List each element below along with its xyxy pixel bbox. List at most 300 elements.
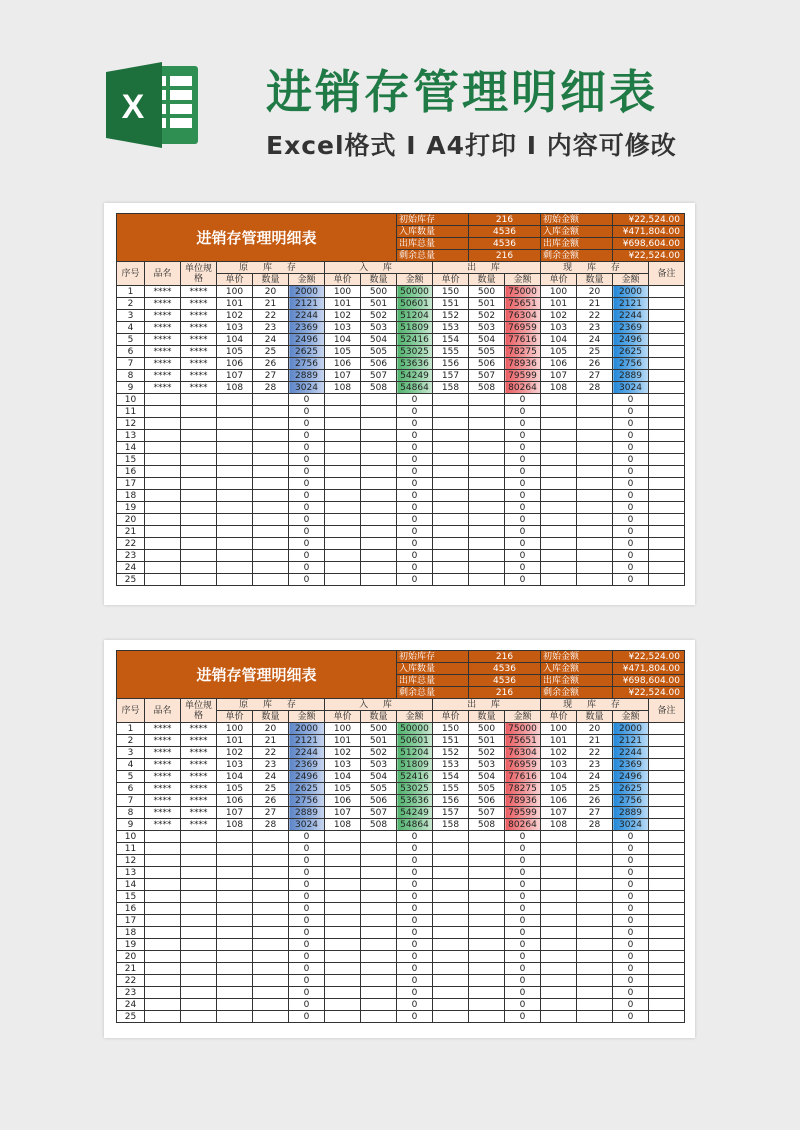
table-cell[interactable] (361, 502, 397, 514)
table-cell[interactable] (145, 454, 181, 466)
table-cell[interactable] (325, 406, 361, 418)
note-cell[interactable] (649, 538, 685, 550)
table-cell[interactable]: 505 (469, 346, 505, 358)
table-cell[interactable]: 102 (217, 310, 253, 322)
note-cell[interactable] (649, 747, 685, 759)
table-cell[interactable] (145, 951, 181, 963)
table-cell[interactable]: 7 (117, 358, 145, 370)
table-cell[interactable]: **** (145, 370, 181, 382)
table-cell[interactable]: 78275 (505, 783, 541, 795)
note-cell[interactable] (649, 831, 685, 843)
table-cell[interactable] (433, 502, 469, 514)
table-cell[interactable] (433, 831, 469, 843)
table-cell[interactable] (541, 903, 577, 915)
table-cell[interactable] (325, 514, 361, 526)
table-cell[interactable] (541, 915, 577, 927)
table-cell[interactable]: 507 (361, 370, 397, 382)
table-cell[interactable] (145, 975, 181, 987)
table-cell[interactable] (541, 454, 577, 466)
table-cell[interactable] (253, 502, 289, 514)
table-cell[interactable]: 8 (117, 807, 145, 819)
table-cell[interactable]: 501 (361, 298, 397, 310)
table-cell[interactable]: 23 (253, 322, 289, 334)
table-cell[interactable] (433, 406, 469, 418)
table-cell[interactable] (577, 490, 613, 502)
table-cell[interactable]: 22 (117, 975, 145, 987)
table-cell[interactable] (145, 867, 181, 879)
table-cell[interactable] (469, 1011, 505, 1023)
table-cell[interactable]: 506 (469, 795, 505, 807)
table-cell[interactable] (217, 454, 253, 466)
table-cell[interactable]: 0 (613, 939, 649, 951)
table-cell[interactable] (541, 951, 577, 963)
table-cell[interactable] (361, 442, 397, 454)
table-cell[interactable]: 102 (541, 747, 577, 759)
table-cell[interactable] (145, 394, 181, 406)
table-cell[interactable]: 16 (117, 466, 145, 478)
table-cell[interactable]: **** (181, 346, 217, 358)
table-cell[interactable]: 508 (469, 819, 505, 831)
table-cell[interactable] (181, 831, 217, 843)
table-cell[interactable]: 75651 (505, 298, 541, 310)
note-cell[interactable] (649, 867, 685, 879)
table-cell[interactable]: 0 (613, 975, 649, 987)
table-cell[interactable]: 1 (117, 723, 145, 735)
table-cell[interactable] (433, 514, 469, 526)
table-cell[interactable]: 104 (541, 771, 577, 783)
table-cell[interactable] (541, 562, 577, 574)
table-cell[interactable] (217, 843, 253, 855)
table-cell[interactable] (181, 939, 217, 951)
table-cell[interactable]: 22 (577, 310, 613, 322)
table-cell[interactable]: 0 (505, 855, 541, 867)
table-cell[interactable] (577, 562, 613, 574)
table-cell[interactable]: 0 (397, 550, 433, 562)
table-cell[interactable] (253, 987, 289, 999)
table-cell[interactable]: 53025 (397, 346, 433, 358)
table-cell[interactable]: 100 (541, 723, 577, 735)
table-cell[interactable] (181, 418, 217, 430)
table-cell[interactable] (577, 939, 613, 951)
table-cell[interactable]: 2244 (613, 747, 649, 759)
table-cell[interactable]: 0 (397, 430, 433, 442)
table-cell[interactable]: **** (181, 286, 217, 298)
table-cell[interactable]: 0 (289, 855, 325, 867)
table-cell[interactable] (181, 538, 217, 550)
table-cell[interactable]: 151 (433, 298, 469, 310)
table-cell[interactable]: 0 (613, 526, 649, 538)
table-cell[interactable]: 153 (433, 759, 469, 771)
table-cell[interactable]: **** (181, 358, 217, 370)
table-cell[interactable] (469, 915, 505, 927)
table-cell[interactable] (577, 502, 613, 514)
table-cell[interactable] (325, 394, 361, 406)
table-cell[interactable]: **** (145, 759, 181, 771)
table-cell[interactable]: 3024 (613, 382, 649, 394)
note-cell[interactable] (649, 406, 685, 418)
table-cell[interactable] (253, 538, 289, 550)
table-cell[interactable]: 0 (613, 951, 649, 963)
table-cell[interactable] (541, 939, 577, 951)
table-cell[interactable]: 0 (613, 442, 649, 454)
table-cell[interactable]: 102 (325, 310, 361, 322)
note-cell[interactable] (649, 370, 685, 382)
table-cell[interactable] (469, 562, 505, 574)
note-cell[interactable] (649, 430, 685, 442)
table-cell[interactable] (433, 430, 469, 442)
note-cell[interactable] (649, 927, 685, 939)
table-cell[interactable]: **** (145, 807, 181, 819)
table-cell[interactable] (361, 538, 397, 550)
table-cell[interactable]: 0 (613, 478, 649, 490)
table-cell[interactable]: 154 (433, 334, 469, 346)
table-cell[interactable] (577, 478, 613, 490)
table-cell[interactable]: 0 (289, 538, 325, 550)
table-cell[interactable] (145, 963, 181, 975)
table-cell[interactable] (145, 490, 181, 502)
table-cell[interactable] (217, 550, 253, 562)
table-cell[interactable]: 54249 (397, 370, 433, 382)
table-cell[interactable] (361, 903, 397, 915)
table-cell[interactable] (577, 999, 613, 1011)
table-cell[interactable] (145, 574, 181, 586)
table-cell[interactable] (217, 999, 253, 1011)
table-cell[interactable] (325, 867, 361, 879)
table-cell[interactable] (469, 927, 505, 939)
table-cell[interactable]: 0 (505, 478, 541, 490)
table-cell[interactable] (253, 514, 289, 526)
table-cell[interactable]: 503 (361, 322, 397, 334)
note-cell[interactable] (649, 346, 685, 358)
table-cell[interactable]: 0 (613, 418, 649, 430)
table-cell[interactable]: **** (145, 783, 181, 795)
table-cell[interactable] (253, 999, 289, 1011)
table-cell[interactable] (433, 478, 469, 490)
table-cell[interactable]: 54249 (397, 807, 433, 819)
table-cell[interactable] (145, 442, 181, 454)
table-cell[interactable] (433, 574, 469, 586)
table-cell[interactable] (253, 394, 289, 406)
table-cell[interactable] (325, 831, 361, 843)
table-cell[interactable]: 15 (117, 454, 145, 466)
table-cell[interactable]: 76959 (505, 322, 541, 334)
table-cell[interactable]: 0 (397, 538, 433, 550)
table-cell[interactable] (577, 418, 613, 430)
table-cell[interactable]: 502 (469, 310, 505, 322)
table-cell[interactable] (433, 466, 469, 478)
table-cell[interactable]: 0 (397, 574, 433, 586)
table-cell[interactable] (181, 951, 217, 963)
table-cell[interactable]: 2369 (289, 759, 325, 771)
table-cell[interactable] (217, 975, 253, 987)
table-cell[interactable]: 7 (117, 795, 145, 807)
table-cell[interactable] (469, 514, 505, 526)
table-cell[interactable]: 75000 (505, 723, 541, 735)
table-cell[interactable] (361, 891, 397, 903)
table-cell[interactable]: 75651 (505, 735, 541, 747)
table-cell[interactable]: 107 (325, 807, 361, 819)
table-cell[interactable]: 27 (577, 370, 613, 382)
table-cell[interactable] (217, 478, 253, 490)
table-cell[interactable]: 24 (253, 334, 289, 346)
table-cell[interactable]: 25 (577, 783, 613, 795)
table-cell[interactable] (181, 975, 217, 987)
table-cell[interactable] (325, 891, 361, 903)
table-cell[interactable]: **** (181, 795, 217, 807)
table-cell[interactable]: 0 (397, 927, 433, 939)
table-cell[interactable] (541, 1011, 577, 1023)
table-cell[interactable]: 2121 (289, 298, 325, 310)
table-cell[interactable] (217, 939, 253, 951)
table-cell[interactable] (217, 514, 253, 526)
table-cell[interactable]: 0 (397, 843, 433, 855)
table-cell[interactable]: 104 (217, 334, 253, 346)
table-cell[interactable]: 0 (613, 514, 649, 526)
table-cell[interactable]: 11 (117, 843, 145, 855)
table-cell[interactable]: 106 (541, 795, 577, 807)
table-cell[interactable] (325, 418, 361, 430)
table-cell[interactable] (469, 574, 505, 586)
table-cell[interactable]: **** (181, 723, 217, 735)
note-cell[interactable] (649, 987, 685, 999)
table-cell[interactable]: 158 (433, 819, 469, 831)
table-cell[interactable] (217, 418, 253, 430)
table-cell[interactable] (469, 406, 505, 418)
table-cell[interactable] (325, 1011, 361, 1023)
table-cell[interactable]: 0 (505, 562, 541, 574)
table-cell[interactable] (361, 831, 397, 843)
table-cell[interactable]: 0 (613, 454, 649, 466)
table-cell[interactable] (433, 951, 469, 963)
table-cell[interactable] (145, 855, 181, 867)
table-cell[interactable] (145, 478, 181, 490)
table-cell[interactable] (181, 855, 217, 867)
table-cell[interactable]: 2244 (289, 310, 325, 322)
table-cell[interactable] (217, 987, 253, 999)
table-cell[interactable]: 22 (253, 310, 289, 322)
table-cell[interactable] (145, 891, 181, 903)
table-cell[interactable]: 0 (289, 502, 325, 514)
table-cell[interactable]: 25 (253, 346, 289, 358)
table-cell[interactable] (253, 574, 289, 586)
table-cell[interactable] (217, 855, 253, 867)
table-cell[interactable] (433, 526, 469, 538)
table-cell[interactable]: 0 (505, 903, 541, 915)
table-cell[interactable]: 25 (117, 574, 145, 586)
table-cell[interactable] (361, 394, 397, 406)
table-cell[interactable] (325, 478, 361, 490)
table-cell[interactable]: 0 (505, 526, 541, 538)
table-cell[interactable] (181, 478, 217, 490)
table-cell[interactable]: 0 (505, 831, 541, 843)
note-cell[interactable] (649, 771, 685, 783)
table-cell[interactable]: 104 (217, 771, 253, 783)
table-cell[interactable] (433, 562, 469, 574)
table-cell[interactable]: 101 (541, 735, 577, 747)
table-cell[interactable] (325, 963, 361, 975)
table-cell[interactable] (469, 442, 505, 454)
table-cell[interactable]: 6 (117, 783, 145, 795)
table-cell[interactable]: **** (145, 298, 181, 310)
table-cell[interactable]: 0 (289, 831, 325, 843)
table-cell[interactable]: 0 (289, 394, 325, 406)
note-cell[interactable] (649, 490, 685, 502)
table-cell[interactable]: 18 (117, 490, 145, 502)
table-cell[interactable]: 502 (469, 747, 505, 759)
table-cell[interactable]: 21 (577, 735, 613, 747)
table-cell[interactable]: 53636 (397, 358, 433, 370)
note-cell[interactable] (649, 903, 685, 915)
table-cell[interactable] (577, 574, 613, 586)
table-cell[interactable]: 0 (397, 855, 433, 867)
table-cell[interactable] (145, 514, 181, 526)
table-cell[interactable]: 0 (397, 502, 433, 514)
table-cell[interactable] (181, 1011, 217, 1023)
table-cell[interactable] (469, 831, 505, 843)
table-cell[interactable]: 0 (613, 466, 649, 478)
table-cell[interactable] (433, 855, 469, 867)
table-cell[interactable] (541, 987, 577, 999)
note-cell[interactable] (649, 999, 685, 1011)
table-cell[interactable] (361, 855, 397, 867)
table-cell[interactable] (253, 963, 289, 975)
table-cell[interactable]: 25 (577, 346, 613, 358)
table-cell[interactable]: 5 (117, 771, 145, 783)
table-cell[interactable]: 103 (541, 322, 577, 334)
table-cell[interactable] (145, 466, 181, 478)
note-cell[interactable] (649, 735, 685, 747)
table-cell[interactable] (253, 915, 289, 927)
table-cell[interactable]: 0 (613, 550, 649, 562)
table-cell[interactable]: **** (145, 771, 181, 783)
table-cell[interactable]: 3 (117, 747, 145, 759)
table-cell[interactable]: 105 (217, 346, 253, 358)
table-cell[interactable]: 14 (117, 442, 145, 454)
table-cell[interactable]: 102 (541, 310, 577, 322)
table-cell[interactable]: 0 (397, 831, 433, 843)
table-cell[interactable]: 150 (433, 723, 469, 735)
table-cell[interactable] (541, 526, 577, 538)
table-cell[interactable]: **** (145, 723, 181, 735)
table-cell[interactable] (325, 843, 361, 855)
table-cell[interactable] (253, 490, 289, 502)
table-cell[interactable] (217, 538, 253, 550)
table-cell[interactable]: 0 (397, 1011, 433, 1023)
table-cell[interactable]: 107 (541, 370, 577, 382)
table-cell[interactable] (577, 855, 613, 867)
table-cell[interactable]: 3024 (289, 819, 325, 831)
table-cell[interactable]: 0 (505, 999, 541, 1011)
table-cell[interactable] (577, 442, 613, 454)
table-cell[interactable]: 0 (397, 903, 433, 915)
table-cell[interactable] (469, 903, 505, 915)
table-cell[interactable] (541, 418, 577, 430)
table-cell[interactable]: **** (145, 334, 181, 346)
table-cell[interactable]: 2756 (613, 795, 649, 807)
note-cell[interactable] (649, 807, 685, 819)
table-cell[interactable] (145, 538, 181, 550)
table-cell[interactable]: **** (145, 735, 181, 747)
table-cell[interactable] (361, 879, 397, 891)
table-cell[interactable]: 50601 (397, 735, 433, 747)
table-cell[interactable]: 9 (117, 819, 145, 831)
table-cell[interactable]: 2121 (289, 735, 325, 747)
table-cell[interactable] (361, 406, 397, 418)
table-cell[interactable] (217, 951, 253, 963)
table-cell[interactable]: **** (181, 310, 217, 322)
table-cell[interactable]: 3024 (289, 382, 325, 394)
table-cell[interactable] (469, 975, 505, 987)
table-cell[interactable]: 2369 (613, 759, 649, 771)
table-cell[interactable] (325, 903, 361, 915)
table-cell[interactable]: 107 (217, 807, 253, 819)
table-cell[interactable]: 0 (397, 418, 433, 430)
table-cell[interactable] (181, 550, 217, 562)
note-cell[interactable] (649, 454, 685, 466)
table-cell[interactable] (433, 987, 469, 999)
table-cell[interactable]: 19 (117, 939, 145, 951)
table-cell[interactable]: 0 (613, 891, 649, 903)
table-cell[interactable] (217, 430, 253, 442)
table-cell[interactable]: 2244 (613, 310, 649, 322)
table-cell[interactable] (181, 915, 217, 927)
table-cell[interactable]: 0 (289, 915, 325, 927)
table-cell[interactable]: 25 (253, 783, 289, 795)
table-cell[interactable]: 150 (433, 286, 469, 298)
table-cell[interactable] (325, 987, 361, 999)
table-cell[interactable] (541, 394, 577, 406)
table-cell[interactable] (361, 478, 397, 490)
table-cell[interactable] (325, 939, 361, 951)
table-cell[interactable]: 0 (289, 418, 325, 430)
table-cell[interactable] (541, 867, 577, 879)
table-cell[interactable]: 0 (397, 442, 433, 454)
table-cell[interactable]: 101 (325, 735, 361, 747)
table-cell[interactable]: 54864 (397, 819, 433, 831)
table-cell[interactable]: 2496 (289, 771, 325, 783)
table-cell[interactable]: 2889 (289, 370, 325, 382)
table-cell[interactable] (181, 574, 217, 586)
table-cell[interactable]: 105 (325, 783, 361, 795)
table-cell[interactable] (469, 502, 505, 514)
table-cell[interactable]: 28 (253, 382, 289, 394)
table-cell[interactable]: 13 (117, 430, 145, 442)
table-cell[interactable] (217, 562, 253, 574)
table-cell[interactable]: 105 (541, 783, 577, 795)
table-cell[interactable] (433, 538, 469, 550)
table-cell[interactable] (253, 903, 289, 915)
table-cell[interactable]: 504 (361, 334, 397, 346)
table-cell[interactable]: 0 (289, 951, 325, 963)
table-cell[interactable] (217, 915, 253, 927)
table-cell[interactable]: 0 (505, 987, 541, 999)
table-cell[interactable] (541, 879, 577, 891)
table-cell[interactable] (181, 963, 217, 975)
table-cell[interactable] (541, 831, 577, 843)
table-cell[interactable] (253, 550, 289, 562)
note-cell[interactable] (649, 574, 685, 586)
table-cell[interactable]: 0 (613, 831, 649, 843)
table-cell[interactable]: 0 (613, 867, 649, 879)
note-cell[interactable] (649, 310, 685, 322)
table-cell[interactable]: **** (145, 819, 181, 831)
table-cell[interactable]: 28 (253, 819, 289, 831)
table-cell[interactable]: 2756 (289, 358, 325, 370)
table-cell[interactable] (433, 442, 469, 454)
table-cell[interactable]: 25 (117, 1011, 145, 1023)
table-cell[interactable]: 2369 (289, 322, 325, 334)
table-cell[interactable]: 103 (541, 759, 577, 771)
